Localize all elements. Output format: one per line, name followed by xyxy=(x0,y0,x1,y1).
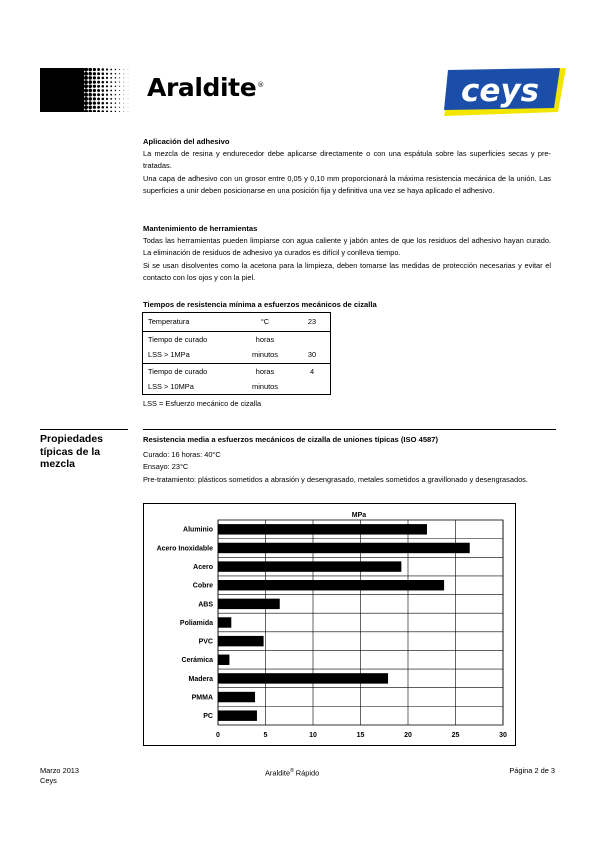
table-cell: LSS > 1MPa xyxy=(148,350,190,359)
table-cell: °C xyxy=(260,317,270,326)
bar-madera xyxy=(218,673,388,683)
table-cell: 23 xyxy=(307,317,317,326)
category-label: Poliamida xyxy=(179,619,213,627)
lss-note: LSS = Esfuerzo mecánico de cizalla xyxy=(143,399,262,408)
table-cell: minutos xyxy=(252,350,278,359)
aplicacion-section xyxy=(143,136,551,198)
table-cell: Tiempo de curado xyxy=(148,335,208,344)
table-row xyxy=(143,347,330,363)
bar-cer-mica xyxy=(218,655,229,665)
bar-aluminio xyxy=(218,524,427,534)
x-tick-label: 20 xyxy=(404,732,412,739)
bar-acero xyxy=(218,561,401,571)
bar-pvc xyxy=(218,636,264,646)
resistencia-heading: Resistencia media a esfuerzos mecánicos de cizalla de uniones típicas (ISO 4587) xyxy=(143,435,439,444)
table-row xyxy=(143,314,330,330)
footer-company: Ceys xyxy=(40,776,57,785)
section-title-line: mezcla xyxy=(40,458,76,470)
category-label: PC xyxy=(203,713,213,721)
bar-abs xyxy=(218,599,280,609)
category-label: Cobre xyxy=(192,582,213,590)
section-title-line: Propiedades xyxy=(40,433,104,445)
table-cell: Temperatura xyxy=(148,317,190,326)
bar-poliamida xyxy=(218,617,231,627)
section-rule-left xyxy=(40,429,128,430)
table-cell: 4 xyxy=(309,367,315,376)
footer-page: Página 2 de 3 xyxy=(509,766,555,775)
mantenimiento-section xyxy=(143,223,551,285)
chart-title: MPa xyxy=(351,512,367,519)
table-cell: LSS > 10MPa xyxy=(148,382,194,391)
footer-product: Araldite® Rápido xyxy=(265,768,320,778)
shear-strength-chart xyxy=(143,503,516,746)
x-tick-label: 30 xyxy=(499,732,507,739)
section-title-line: típicas de la xyxy=(40,445,101,458)
aplicacion-heading: Aplicación del adhesivo xyxy=(143,137,230,146)
tiempos-heading: Tiempos de resistencia mínima a esfuerzos mecánicos de cizalla xyxy=(143,300,377,309)
mantenimiento-paragraph-2: Si se usan disolventes como la acetona para la limpieza, deben tomarse las medidas de protección necesarias y evitar el contacto con los ojos y con la piel. xyxy=(143,260,551,283)
bar-cobre xyxy=(218,580,444,590)
svg-text:ceys: ceys xyxy=(460,73,540,109)
bar-acero-inoxidable xyxy=(218,543,470,553)
mantenimiento-paragraph-1: Todas las herramientas pueden limpiarse con agua caliente y jabón antes de que los residuos del adhesivo hayan curado. La eliminación de residuos de adhesivo ya curados es difícil y conlleva tiempo. xyxy=(143,236,551,258)
x-tick-label: 5 xyxy=(263,732,268,739)
category-label: Aluminio xyxy=(183,526,213,534)
x-tick-label: 15 xyxy=(356,732,365,739)
tiempos-table xyxy=(142,312,331,395)
resistencia-section xyxy=(143,434,551,486)
bar-pmma xyxy=(218,692,255,702)
category-label: Acero Inoxidable xyxy=(156,545,213,553)
table-row xyxy=(143,379,330,395)
aplicacion-paragraph-2: Una capa de adhesivo con un grosor entre 0,05 y 0,10 mm proporcionará la máxima resistencia mecánica de la unión. Las superficies a unir deben posicionarse en una posición fija y definitiva una vez se haya aplicado el adhesivo. xyxy=(143,173,551,196)
footer-date: Marzo 2013 xyxy=(40,766,80,775)
category-label: Cerámica xyxy=(181,657,213,665)
table-row xyxy=(143,364,330,380)
ceys-logo xyxy=(444,68,566,116)
category-label: Madera xyxy=(188,675,213,683)
table-cell: 30 xyxy=(307,350,317,359)
araldite-dots-logo xyxy=(40,68,132,112)
araldite-logo: Araldite® xyxy=(147,73,264,102)
pretratamiento-line: Pre-tratamiento: plásticos sometidos a abrasión y desengrasado, metales sometidos a gravillonado y desengrasados. xyxy=(143,474,528,484)
table-cell: horas xyxy=(255,367,275,376)
category-label: ABS xyxy=(198,601,213,609)
bar-pc xyxy=(218,710,257,720)
x-tick-label: 10 xyxy=(309,732,317,739)
footer-left xyxy=(40,766,79,786)
category-label: PVC xyxy=(198,638,213,646)
curado-line: Curado: 16 horas: 40°C xyxy=(143,450,221,459)
table-row xyxy=(143,332,330,348)
x-tick-label: 25 xyxy=(451,732,460,739)
section-title xyxy=(40,433,135,471)
x-tick-label: 0 xyxy=(216,732,220,739)
table-cell: Tiempo de curado xyxy=(148,367,208,376)
aplicacion-paragraph-1: La mezcla de resina y endurecedor debe aplicarse directamente o con una espátula sobre las superficies secas y pre-tratadas. xyxy=(143,149,551,171)
category-label: PMMA xyxy=(191,694,213,702)
mantenimiento-heading: Mantenimiento de herramientas xyxy=(143,224,258,233)
section-rule-right xyxy=(143,429,556,430)
category-label: Acero xyxy=(193,563,213,571)
ensayo-line: Ensayo: 23°C xyxy=(143,462,189,472)
table-cell: horas xyxy=(255,335,275,344)
table-cell: minutos xyxy=(252,382,278,391)
